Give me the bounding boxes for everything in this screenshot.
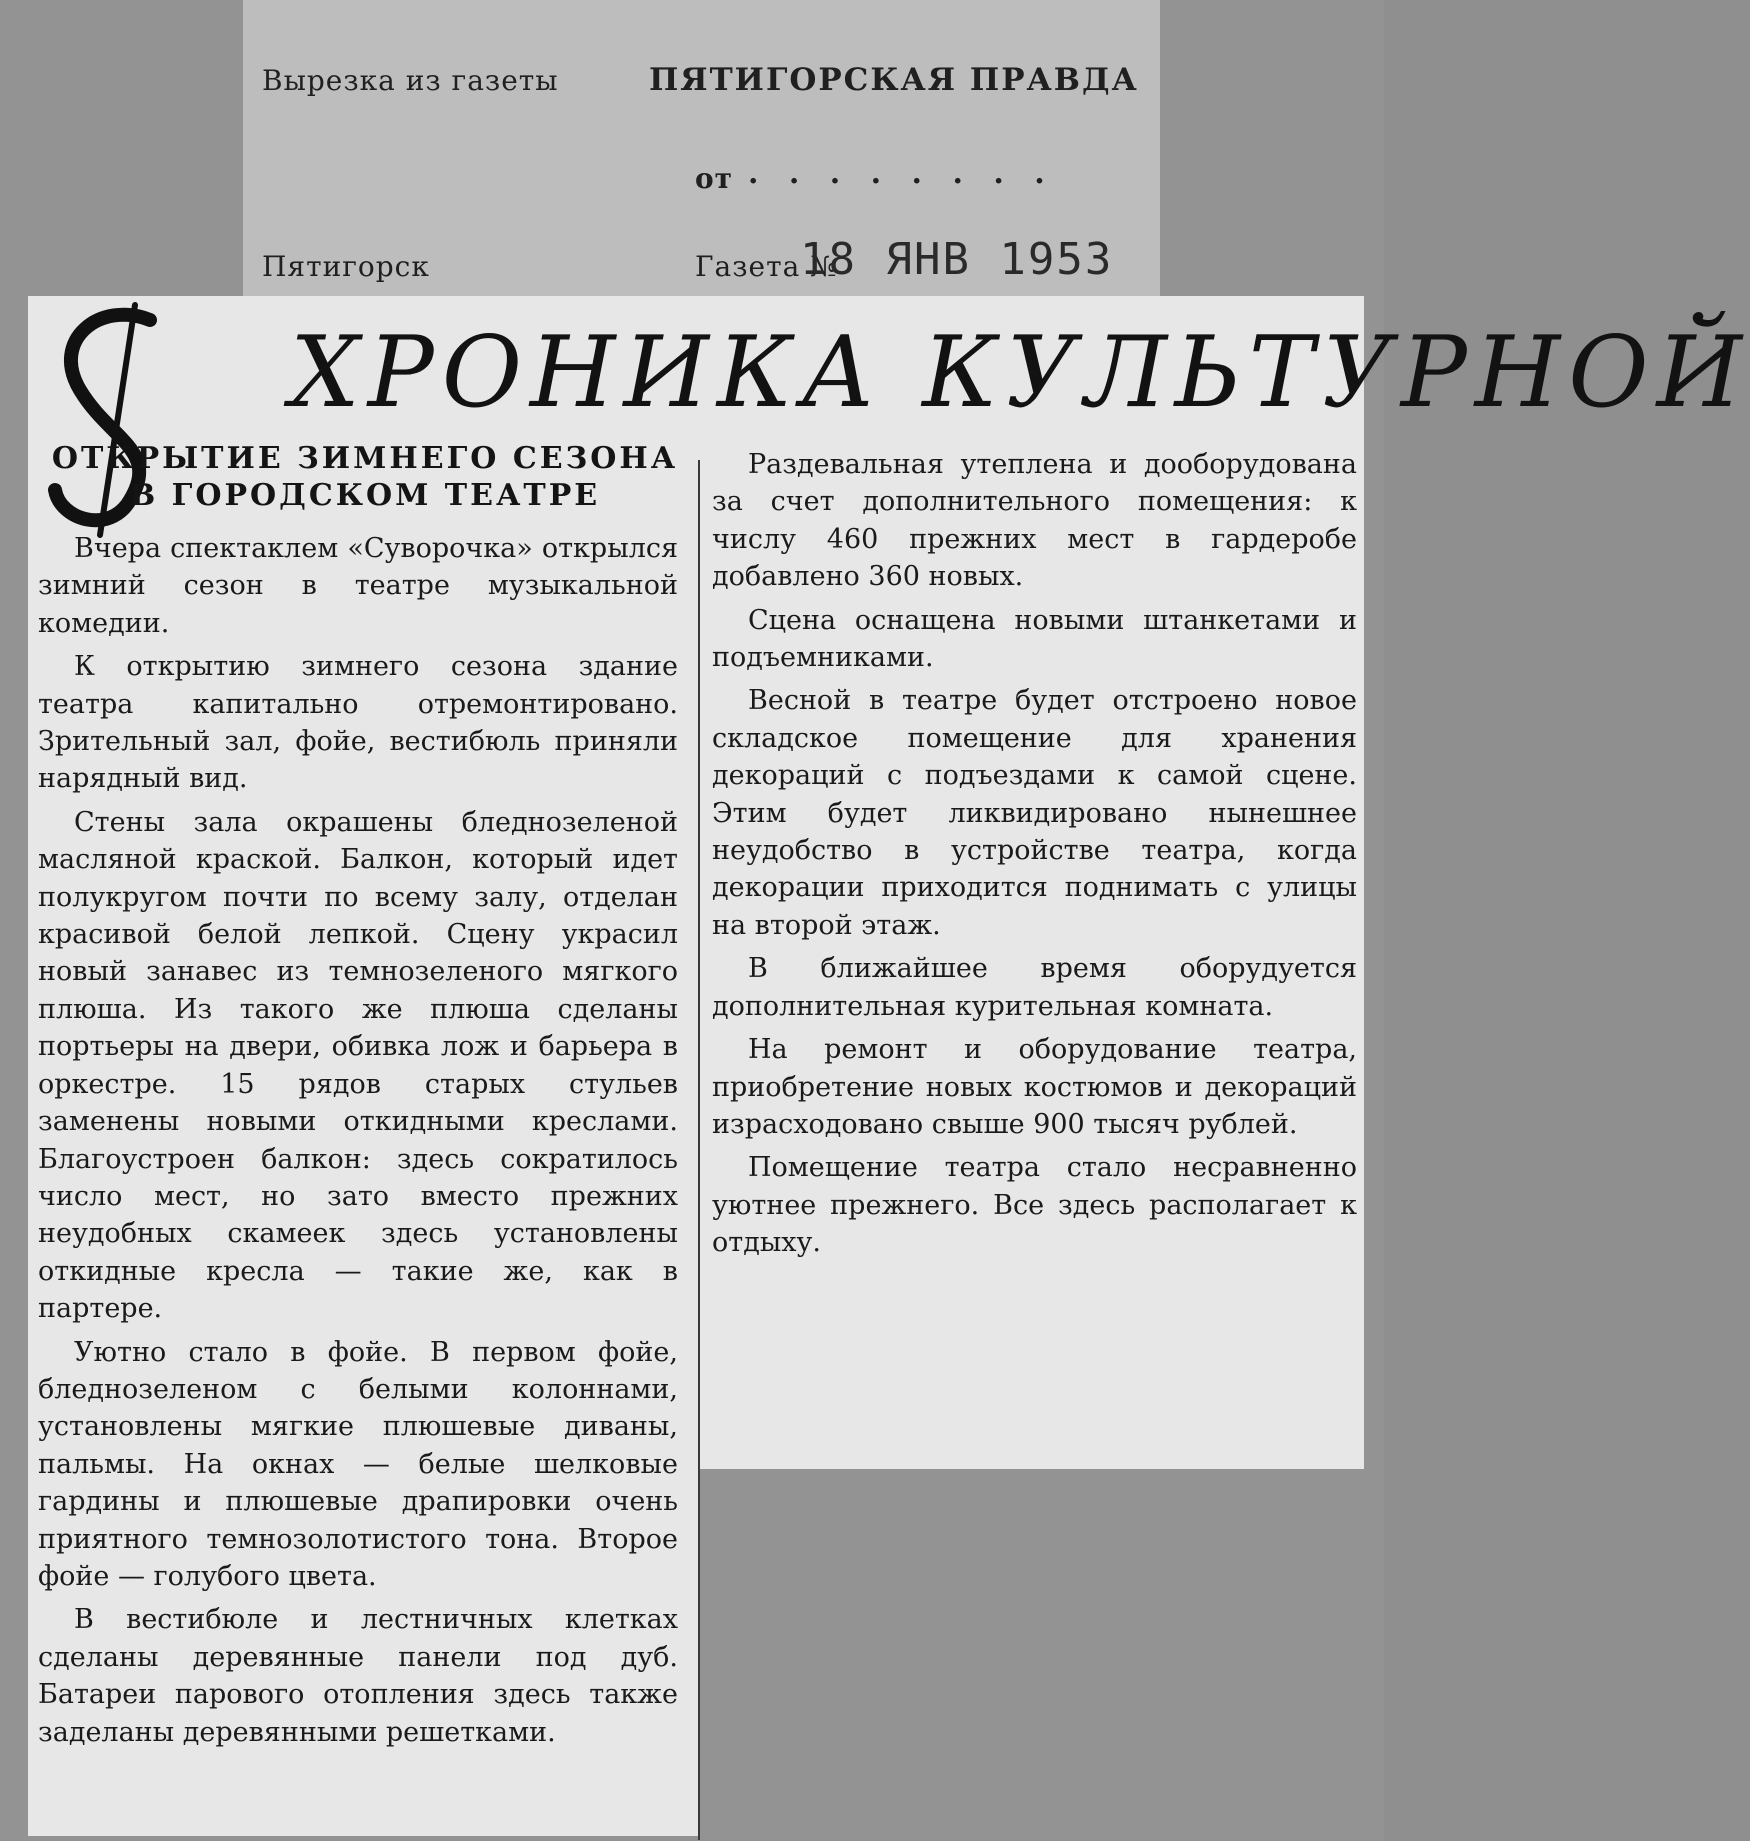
from-label: от <box>695 162 734 195</box>
newspaper-name: ПЯТИГОРСКАЯ ПРАВДА <box>649 62 1139 98</box>
subhead-line-1: ОТКРЫТИЕ ЗИМНЕГО СЕЗОНА <box>51 441 679 476</box>
paragraph: Раздевальная утеплена и дооборудована за счет дополнительного помещения: к числу 460 прежних мест в гардеробе добавлено 360 новых. <box>712 449 1357 593</box>
subhead-line-2: В ГОРОДСКОМ ТЕАТРЕ <box>129 478 601 513</box>
paragraph: Вчера спектаклем «Суворочка» открылся зимний сезон в театре музыкальной комедии. <box>38 533 678 639</box>
city-label: Пятигорск <box>262 250 430 283</box>
right-column-text <box>712 446 1357 1268</box>
paragraph: Весной в театре будет отстроено новое складское помещение для хранения декораций с подъездами к самой сцене. Этим будет ликвидировано нынешнее неудобство в устройстве театра, когда декорации приходится поднимать с улицы на второй этаж. <box>712 685 1357 941</box>
headline: ХРОНИКА КУЛЬТУРНОЙ <box>290 316 1750 430</box>
date-stamp: 18 ЯНВ 1953 <box>800 234 1114 285</box>
left-column-text <box>38 530 678 1757</box>
paragraph: Помещение театра стало несравненно уютнее прежнего. Все здесь располагает к отдыху. <box>712 1152 1357 1259</box>
paragraph: В ближайшее время оборудуется дополнительная курительная комната. <box>712 953 1357 1022</box>
paragraph: Стены зала окрашены бледнозеленой масляной краской. Балкон, который идет полукругом почти по всему залу, отделан красивой белой лепкой. Сцену украсил новый занавес из темнозеленого мягкого плюша. Из такого же плюша сделаны портьеры на двери, обивка лож и барьера в оркестре. 15 рядов старых стульев заменены новыми откидными креслами. Благоустроен балкон: здесь сократилось число мест, но зато вместо прежних неудобных скамеек здесь установлены откидные кресла — такие же, как в партере. <box>38 806 678 1325</box>
column-divider <box>698 460 700 1840</box>
paragraph: Уютно стало в фойе. В первом фойе, бледнозеленом с белыми колоннами, установлены мягкие плюшевые диваны, пальмы. На окнах — белые шелковые гардины и плюшевые драпировки очень приятного темнозолотистого тона. Второе фойе — голубого цвета. <box>38 1336 678 1592</box>
clipping-label: Вырезка из газеты <box>262 64 559 97</box>
paragraph: К открытию зимнего сезона здание театра капитально отремонтировано. Зрительный зал, фойе, вестибюль приняли нарядный вид. <box>38 651 678 795</box>
paragraph: На ремонт и оборудование театра, приобретение новых костюмов и декораций израсходовано свыше 900 тысяч рублей. <box>712 1034 1357 1140</box>
paragraph: Сцена оснащена новыми штанкетами и подъемниками. <box>712 604 1357 674</box>
paragraph: В вестибюле и лестничных клетках сделаны деревянные панели под дуб. Батареи парового отопления здесь также заделаны деревянными решетками. <box>38 1604 678 1748</box>
gazeta-label: Газета № <box>695 250 838 283</box>
from-dots: . . . . . . . . <box>748 156 1055 191</box>
